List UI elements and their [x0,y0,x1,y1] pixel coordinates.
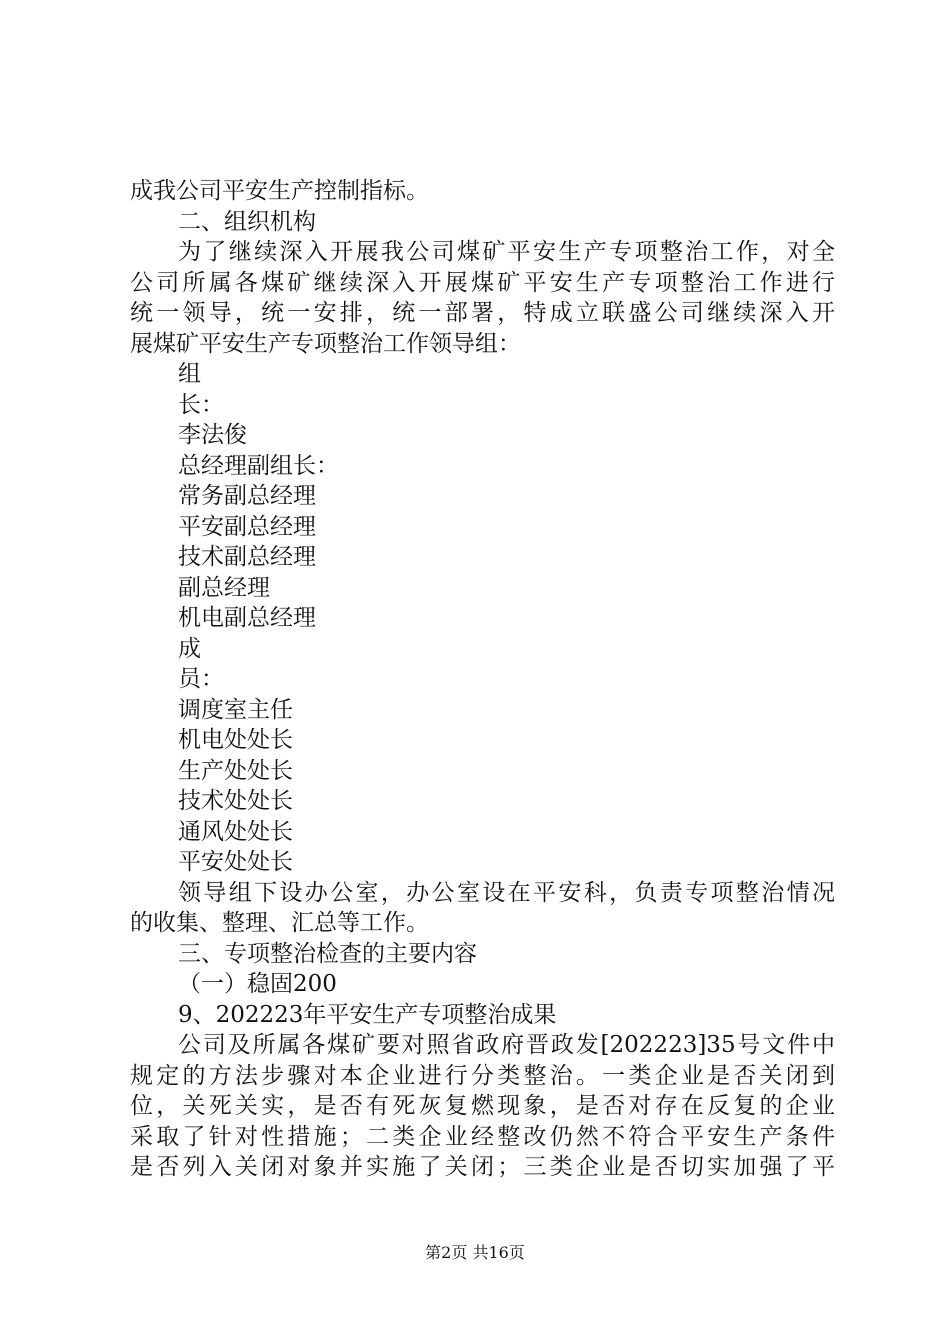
text-line: 为了继续深入开展我公司煤矿平安生产专项整治工作，对全 [178,239,835,265]
list-item: 副总经理 [178,574,270,601]
text-line: 公司及所属各煤矿要对照省政府晋政发[202223]35号文件中 [178,1032,835,1058]
subsection-heading: （一）稳固200 [178,971,337,997]
section-heading: 三、专项整治检查的主要内容 [178,940,477,967]
list-item: 平安处处长 [178,849,293,875]
document-body [130,176,835,1183]
text-line: 成我公司平安生产控制指标。 [130,178,429,204]
list-item: 员： [178,666,224,692]
list-item: 平安副总经理 [178,513,316,540]
list-item: 调度室主任 [178,696,293,723]
text-line: 统一领导，统一安排，统一部署，特成立联盛公司继续深入开 [130,300,835,326]
list-item: 技术副总经理 [178,544,316,570]
text-line: 的收集、整理、汇总等工作。 [130,910,429,936]
text-line: 领导组下设办公室，办公室设在平安科，负责专项整治情况 [178,879,835,906]
list-item: 通风处处长 [178,818,293,845]
text-line: 展煤矿平安生产专项整治工作领导组： [130,330,521,357]
list-item: 组 [178,361,201,387]
list-item: 李法俊 [178,422,247,448]
text-line: 规定的方法步骤对本企业进行分类整治。一类企业是否关闭到 [130,1062,835,1089]
list-item: 长： [178,391,224,418]
list-item: 生产处处长 [178,757,293,784]
text-line: 公司所属各煤矿继续深入开展煤矿平安生产专项整治工作进行 [130,269,835,296]
text-line: 位，关死关实，是否有死灰复燃现象，是否对存在反复的企业 [130,1093,835,1119]
list-item: 机电处处长 [178,727,293,753]
section-heading: 二、组织机构 [178,208,316,235]
text-line: 是否列入关闭对象并实施了关闭；三类企业是否切实加强了平 [130,1154,835,1180]
list-item: 常务副总经理 [178,483,316,509]
page-number: 第2页 共16页 [425,1243,525,1262]
subsection-heading: 9、202223年平安生产专项整治成果 [178,1001,557,1028]
list-item: 机电副总经理 [178,605,316,631]
list-item: 技术处处长 [178,788,293,814]
text-line: 采取了针对性措施；二类企业经整改仍然不符合平安生产条件 [130,1123,835,1150]
list-item: 成 [178,635,201,662]
list-item: 总经理副组长： [178,452,339,479]
